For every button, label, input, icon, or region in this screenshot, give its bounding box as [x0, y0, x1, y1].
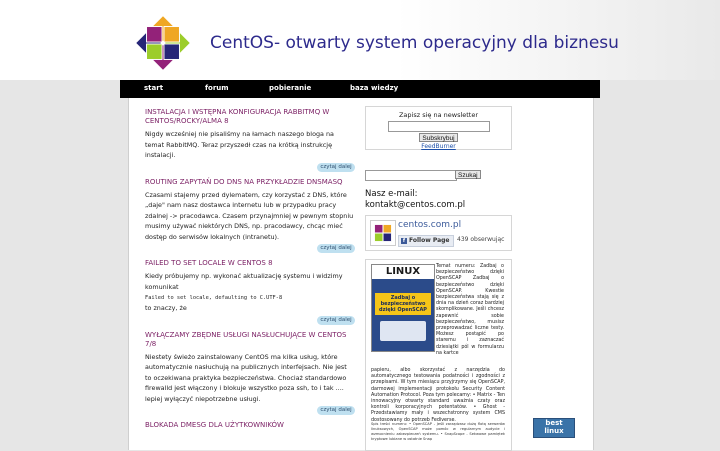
- post-excerpt: Kiedy próbujemy np. wykonać aktualizację systemu i widzimy komunikat: [145, 272, 343, 291]
- post: [145, 421, 355, 430]
- centos-logo-icon[interactable]: [132, 12, 194, 74]
- feedburner-link[interactable]: FeedBurner: [421, 143, 456, 150]
- sidebar: [365, 106, 512, 451]
- post-title[interactable]: INSTALACJA I WSTĘPNA KONFIGURACJA RABBITMQ W CENTOS/ROCKY/ALMA 8: [145, 108, 330, 125]
- read-more-button[interactable]: czytaj dalej: [317, 244, 355, 253]
- post: [145, 178, 355, 254]
- search-input[interactable]: [365, 170, 457, 181]
- centos-logo-icon: [371, 221, 395, 245]
- newsletter-title: Zapisz się na newsletter: [398, 111, 479, 119]
- magazine-description: Temat numeru: Zadbaj o bezpieczeństwo dzięki OpenSCAP Zadbaj o bezpieczeństwo dzięki OpenSCAP. Kwestie bezpieczeństwa stają się z dnia na dzień coraz bardziej skomplikowane. Jeśli chcesz zapewnić sobie bezpieczeństwo, musisz przeprowadzać liczne testy. Możesz postąpić po staremu i zaznaczać dziesiątki pól w formularzu na kartce: [436, 264, 504, 356]
- site-title[interactable]: CentOS- otwarty system operacyjny dla biznesu: [210, 33, 619, 53]
- magazine-cover-title: LINUX: [372, 265, 434, 279]
- post-title[interactable]: BLOKADA DMESG DLA UŻYTKOWNIKÓW: [145, 421, 284, 429]
- email-address[interactable]: kontakt@centos.com.pl: [365, 199, 466, 210]
- best-linux-badge[interactable]: [533, 418, 575, 438]
- page-name-link[interactable]: centos.com.pl: [398, 220, 462, 230]
- main-navigation: [120, 80, 600, 98]
- post-excerpt: Nigdy wcześniej nie pisaliśmy na łamach naszego bloga na temat RabbitMQ. Teraz przyszedł czas na krótką instrukcję instalacji.: [145, 130, 334, 159]
- post-excerpt: Niestety świeżo zainstalowany CentOS ma kilka usług, które automatycznie nasłuchują na publicznych interfejsach. Nie jest to oczekiwana praktyka bezpieczeństwa. Chociaż standardowo firewalld jest włączony i blokuje wszystko poza ssh, to i tak .... lepiej wyłączyć niepotrzebne usługi.: [145, 352, 347, 403]
- newsletter-email-input[interactable]: [388, 121, 490, 132]
- page-content: [128, 98, 594, 450]
- post: [145, 108, 355, 172]
- post-excerpt-continued: to znaczy, że: [145, 304, 187, 312]
- page-avatar[interactable]: [370, 220, 396, 246]
- facebook-widget: [365, 215, 512, 251]
- site-header: [0, 0, 720, 80]
- email-label: Nasz e-mail:: [365, 189, 418, 199]
- read-more-button[interactable]: czytaj dalej: [317, 406, 355, 415]
- search-form: [365, 170, 512, 181]
- badge-line-2: linux: [544, 427, 564, 435]
- contact-email: [365, 189, 512, 210]
- magazine-description-continued: papieru, albo skorzystać z narzędzia do automatycznego testowania podatności i zgodności z przepisami. W tym miesiącu przyjrzymy się OpenSCAP, darmowej implementacji protokołu Security Content Automation Protocol. Poza tym polecamy: • Matrix - Ten innowacyjny otwarty standard uważnia czaty oraz kontroli korporacyjnych potentatów. • Ghost - Przedstawiamy mały i wszechstronny system CMS dostosowany do potrzeb Fediverse.: [371, 368, 505, 423]
- search-button[interactable]: Szukaj: [455, 170, 481, 179]
- nav-item-start[interactable]: start: [144, 84, 164, 92]
- nav-item-pobieranie[interactable]: pobieranie: [269, 84, 312, 92]
- follow-page-label: Follow Page: [409, 237, 450, 244]
- post-excerpt: Czasami stajemy przed dylematem, czy korzystać z DNS, które „daje" nam nasz dostawca internetu lub w przypadku pracy zdalnej -> pracodawca. Czasem przynajmniej w pewnym stopniu musimy używać niektórych DNS, np. pracodawcy, chcąc mieć dostęp do serwisów lokalnych (intranetu).: [145, 190, 354, 241]
- magazine-cover-image[interactable]: [371, 264, 435, 352]
- subscribe-button[interactable]: Subskrybuj: [419, 133, 457, 142]
- post: [145, 331, 355, 416]
- post-title[interactable]: WYŁĄCZAMY ZBĘDNE USŁUGI NASŁUCHUJĄCE W CENTOS 7/8: [145, 330, 347, 348]
- followers-count: 439 obserwując: [457, 236, 505, 243]
- read-more-button[interactable]: czytaj dalej: [317, 163, 355, 172]
- post-code-snippet: Failed to set locale, defaulting to C.UTF-8: [145, 295, 283, 301]
- read-more-button[interactable]: czytaj dalej: [317, 316, 355, 325]
- badge-line-1: best: [545, 419, 563, 427]
- post-title[interactable]: ROUTING ZAPYTAŃ DO DNS NA PRZYKŁADZIE DNSMASQ: [145, 177, 343, 186]
- magazine-box: [365, 259, 512, 451]
- magazine-cover-subtitle: Zadbaj o bezpieczeństwo dzięki OpenSCAP: [375, 293, 431, 315]
- nav-item-forum[interactable]: forum: [205, 84, 229, 92]
- magazine-contents: Spis treści numeru: • OpenSCAP - Jeśli zarządzasz dużą flotą serwerów linuksowych, OpenSCAP może pomóc w regularnym audycie i wzmocnieniu zabezpieczeń systemu. • SnapScope - Sekwowe pamiętek kryptowe lubiane w ostatnie Snap: [371, 422, 505, 441]
- facebook-icon: f: [402, 237, 406, 244]
- cover-illustration: [380, 321, 426, 341]
- follow-page-button[interactable]: [398, 235, 454, 247]
- posts-list: [145, 108, 355, 433]
- nav-item-baza-wiedzy[interactable]: baza wiedzy: [350, 84, 399, 92]
- newsletter-box: [365, 106, 512, 150]
- post-title[interactable]: FAILED TO SET LOCALE W CENTOS 8: [145, 259, 273, 267]
- post: [145, 259, 355, 325]
